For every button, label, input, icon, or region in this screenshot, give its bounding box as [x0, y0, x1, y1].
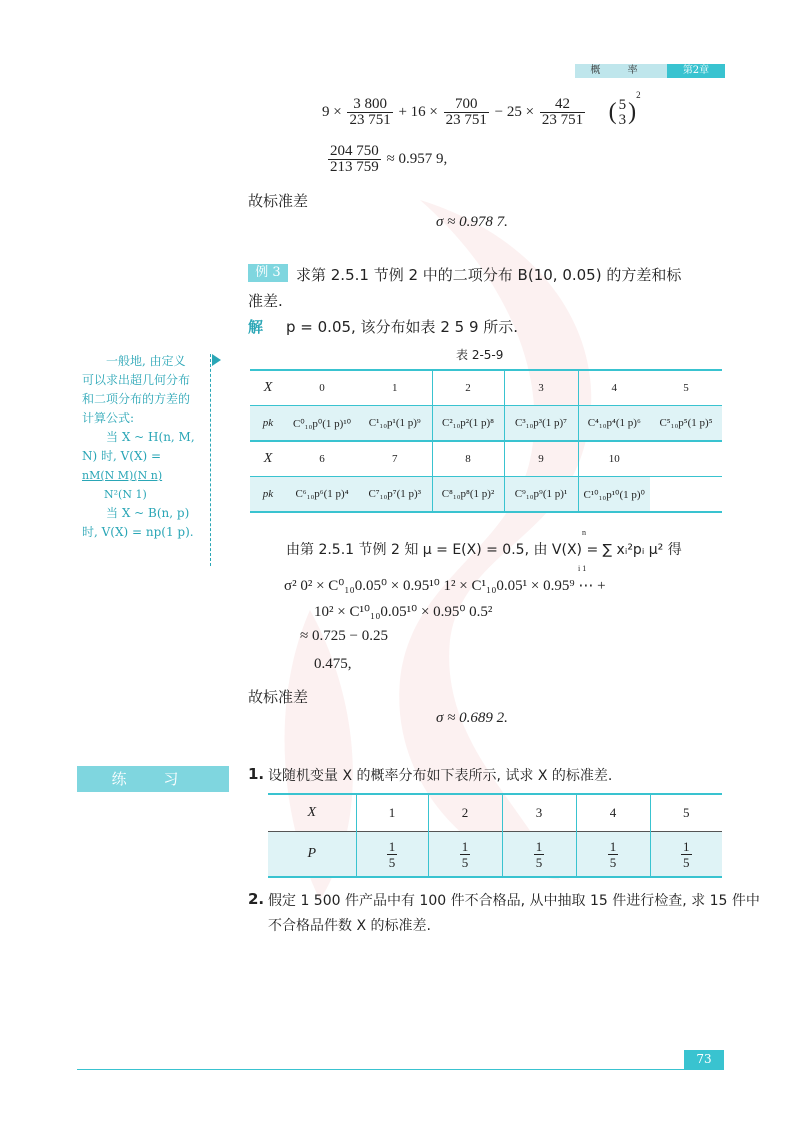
practice-table	[268, 793, 722, 878]
table-row	[268, 832, 722, 878]
derivation-line4: ≈ 0.725 − 0.25	[300, 628, 388, 644]
chapter-title: 概 率	[590, 65, 650, 76]
frac-den: 5	[609, 854, 617, 870]
top-formula: 9 × $\frac{3 800}{23 751}$ + 16 × $\frac{700}{23 751}$ − 25 × $\frac{42}{23 751}$ ( 5 3 )$^2$	[322, 90, 641, 129]
footer-rule	[77, 1069, 724, 1070]
side-note-frac-den: N²(N 1)	[104, 488, 147, 501]
table-head-x: X	[250, 441, 286, 477]
derivation-line2: σ² 0² × C⁰₁₀0.05⁰ × 0.95¹⁰ 1² × C¹₁₀0.05¹ × 0.95⁹ ⋯ +	[284, 578, 606, 594]
table-cell: 8	[432, 441, 504, 477]
table-cell	[502, 832, 576, 878]
frac-den: 5	[683, 854, 690, 870]
table-row	[268, 794, 722, 832]
side-note-line: 一般地, 由定义	[106, 354, 186, 368]
stddev-label-1: 故标准差	[248, 192, 309, 210]
table-cell: 2	[432, 370, 504, 406]
table-cell	[576, 832, 650, 878]
table-cell: 1	[356, 794, 428, 832]
example-question-line1: 求第 2.5.1 节例 2 中的二项分布 B(10, 0.05) 的方差和标	[296, 266, 682, 284]
side-note-line: 时, V(X) = np(1 p).	[82, 525, 194, 539]
table-cell: 4	[578, 370, 650, 406]
solution-label: 解	[248, 318, 264, 336]
practice-head-p: P	[268, 832, 356, 878]
frac-num: 1	[388, 838, 396, 854]
table-cell	[356, 832, 428, 878]
table-cell: C³₁₀p³(1 p)⁷	[504, 406, 578, 442]
side-note-frac-num: nM(N M)(N n)	[82, 469, 163, 482]
sum-upper: n	[582, 528, 586, 537]
table-cell: C¹₁₀p¹(1 p)⁹	[358, 406, 432, 442]
question-1-number: 1.	[248, 765, 265, 783]
frac3-num: 42	[540, 97, 585, 113]
table-cell: 1	[358, 370, 432, 406]
frac-den: 5	[461, 854, 469, 870]
table-cell: C¹⁰₁₀p¹⁰(1 p)⁰	[578, 477, 650, 513]
table-cell: 5	[650, 370, 722, 406]
pointer-triangle-icon	[212, 354, 221, 366]
table-cell	[650, 477, 722, 513]
table-cell: 7	[358, 441, 432, 477]
table-cell: C⁹₁₀p⁹(1 p)¹	[504, 477, 578, 513]
frac-den: 5	[535, 854, 543, 870]
table-cell: 5	[650, 794, 722, 832]
derivation-line1: 由第 2.5.1 节例 2 知 μ = E(X) = 0.5, 由 V(X) = ∑ xᵢ²pᵢ μ² 得	[286, 542, 682, 558]
table-cell: C⁸₁₀p⁸(1 p)²	[432, 477, 504, 513]
stddev-value-2: σ ≈ 0.689 2.	[436, 710, 508, 726]
table-cell: 9	[504, 441, 578, 477]
derivation-line3: 10² × C¹⁰₁₀0.05¹⁰ × 0.95⁰ 0.5²	[314, 604, 493, 620]
table-row	[250, 370, 722, 406]
result-formula	[326, 144, 447, 175]
frac3-den: 23 751	[541, 112, 584, 129]
frac-den: 5	[388, 854, 396, 870]
derivation-line5: 0.475,	[314, 656, 352, 672]
table-cell	[428, 832, 502, 878]
side-note-line: 和二项分布的方差的	[82, 392, 191, 406]
frac2-num: 700	[444, 97, 489, 113]
frac-num: 1	[609, 838, 617, 854]
table-cell: C⁴₁₀p⁴(1 p)⁶	[578, 406, 650, 442]
question-1-text: 设随机变量 X 的概率分布如下表所示, 试求 X 的标准差.	[268, 768, 613, 784]
paren-den: 3	[618, 111, 627, 128]
stddev-label-2: 故标准差	[248, 688, 309, 706]
frac2-den: 23 751	[445, 112, 487, 129]
question-2-line2: 不合格品件数 X 的标准差.	[268, 918, 431, 934]
side-note-line: 可以求出超几何分布	[82, 373, 191, 387]
example-question-line2: 准差.	[248, 292, 283, 310]
paren-num: 5	[618, 96, 627, 113]
solution-text: p = 0.05, 该分布如表 2 5 9 所示.	[286, 318, 519, 336]
table-row	[250, 441, 722, 477]
paren-exponent: 2	[636, 90, 641, 100]
coef-2: + 16 ×	[398, 104, 438, 120]
side-note	[82, 352, 210, 542]
coef-1: 9 ×	[322, 104, 342, 120]
table-cell: 3	[502, 794, 576, 832]
table-cell: 4	[576, 794, 650, 832]
table-head-pk: pk	[250, 477, 286, 513]
frac1-den: 23 751	[349, 112, 391, 129]
side-note-line: 当 X ~ H(n, M,	[106, 430, 195, 444]
frac-num: 1	[461, 838, 469, 854]
frac-num: 1	[535, 838, 543, 854]
table-cell: 2	[428, 794, 502, 832]
table-head-x: X	[250, 370, 286, 406]
coef-3: − 25 ×	[494, 104, 535, 120]
result-num: 204 750	[330, 143, 379, 159]
practice-badge: 练 习	[77, 766, 229, 792]
table-cell: 10	[578, 441, 650, 477]
practice-head-x: X	[268, 794, 356, 832]
table-cell: C⁷₁₀p⁷(1 p)³	[358, 477, 432, 513]
table-cell: 6	[286, 441, 358, 477]
page-number: 73	[684, 1050, 724, 1069]
table-cell: 3	[504, 370, 578, 406]
table-cell: C⁰₁₀p⁰(1 p)¹⁰	[286, 406, 358, 442]
stddev-value-1: σ ≈ 0.978 7.	[436, 214, 508, 230]
frac1-num: 3 800	[347, 97, 392, 113]
question-2-line1: 假定 1 500 件产品中有 100 件不合格品, 从中抽取 15 件进行检查, 求 15 件中	[268, 893, 760, 909]
table-head-pk: pk	[250, 406, 286, 442]
chapter-number: 第2章	[667, 64, 725, 78]
table-cell: C⁶₁₀p⁶(1 p)⁴	[286, 477, 358, 513]
sum-lower: i 1	[578, 564, 587, 573]
frac-num: 1	[683, 838, 690, 854]
side-note-rule	[210, 354, 212, 566]
result-den: 213 759	[330, 159, 379, 175]
table-cell: C⁵₁₀p⁵(1 p)⁵	[650, 406, 722, 442]
table-cell	[650, 441, 722, 477]
distribution-table	[250, 369, 722, 513]
table-row	[250, 406, 722, 442]
side-note-line: 当 X ~ B(n, p)	[106, 506, 190, 520]
table-caption: 表 2-5-9	[456, 348, 504, 362]
table-cell: 0	[286, 370, 358, 406]
result-approx: ≈ 0.957 9,	[386, 150, 448, 167]
table-cell	[650, 832, 722, 878]
question-2-number: 2.	[248, 890, 265, 908]
table-cell: C²₁₀p²(1 p)⁸	[432, 406, 504, 442]
example-badge: 例 3	[248, 264, 288, 282]
side-note-line: 计算公式:	[82, 411, 135, 425]
table-row	[250, 477, 722, 513]
side-note-line: N) 时, V(X) =	[82, 449, 162, 463]
